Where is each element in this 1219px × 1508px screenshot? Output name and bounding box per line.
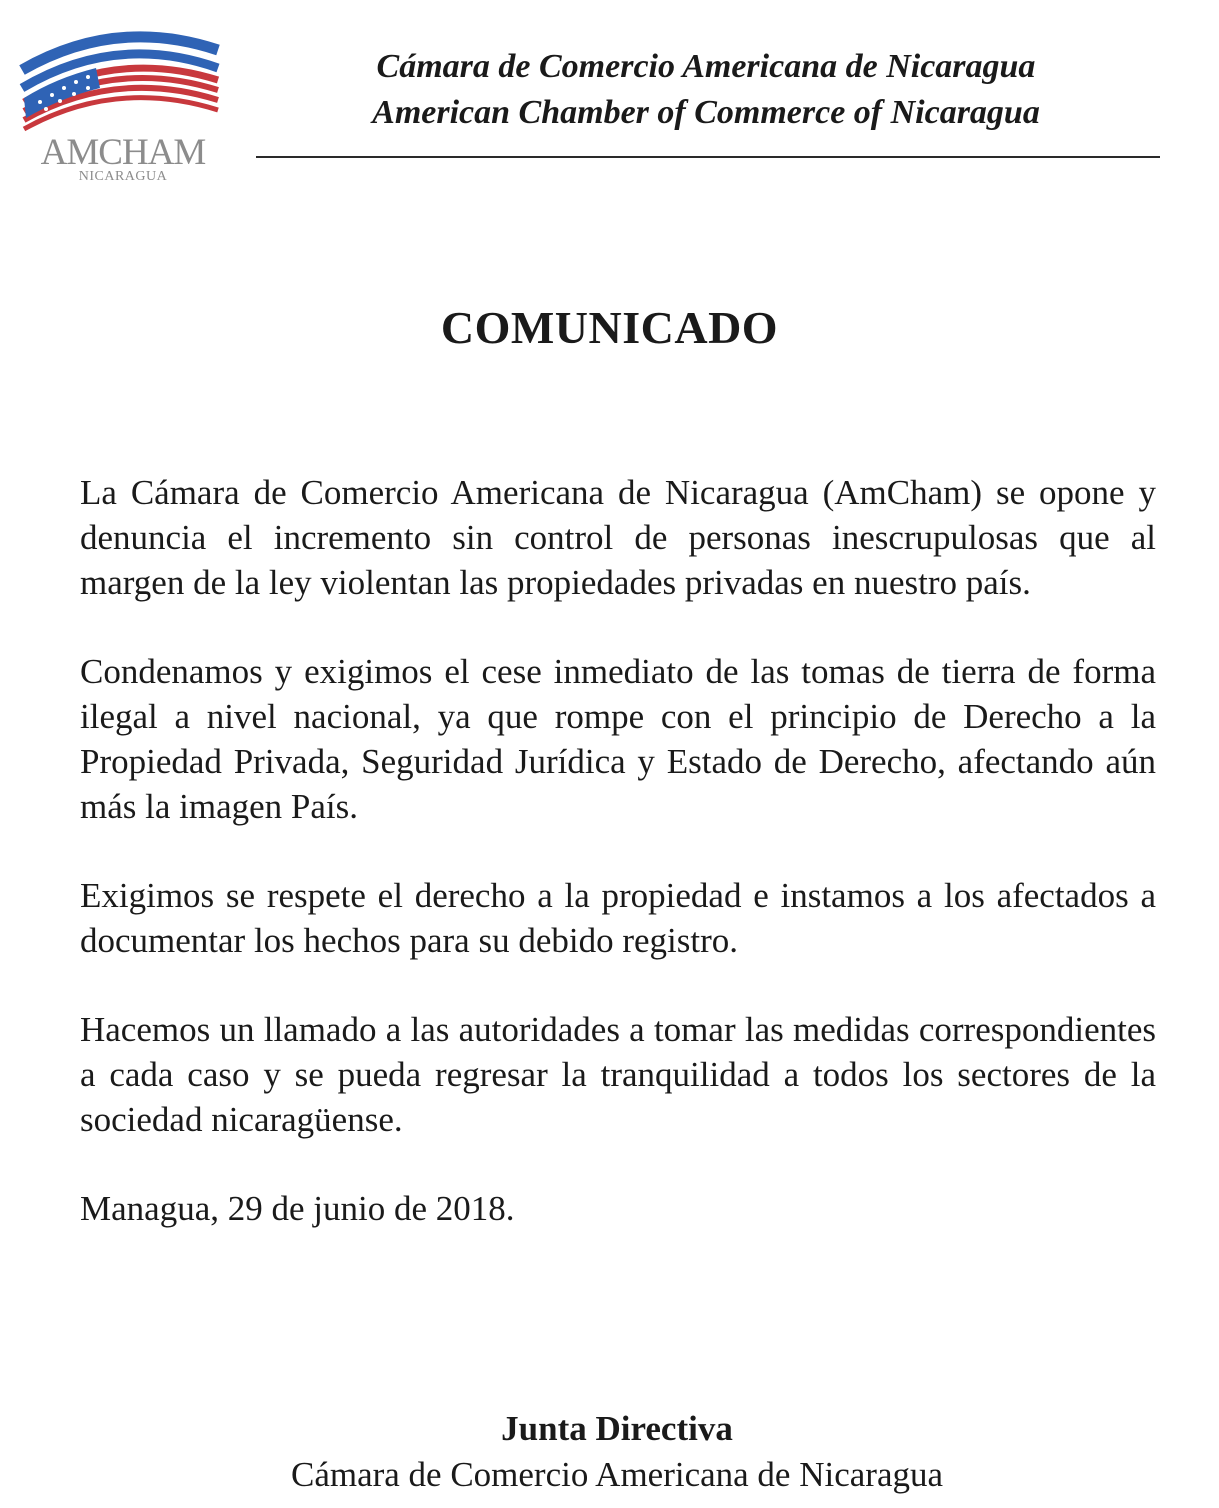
document-body — [80, 470, 1156, 1275]
letterhead-titles — [256, 44, 1156, 136]
body-paragraph: La Cámara de Comercio Americana de Nicaragua (AmCham) se opone y denuncia el incremento sin control de personas inescrupulosas que al margen de la ley violentan las propiedades privadas en nuestro país. — [80, 473, 1156, 602]
letterhead-title-es: Cámara de Comercio Americana de Nicaragua — [376, 48, 1036, 85]
body-paragraph: Condenamos y exigimos el cese inmediato de las tomas de tierra de forma ilegal a nivel nacional, ya que rompe con el principio de Derecho a la Propiedad Privada, Seguridad Jurídica y Estado de Derecho, afectando aún más la imagen País. — [80, 652, 1156, 826]
document-title: COMUNICADO — [440, 302, 779, 353]
letterhead-title-en: American Chamber of Commerce of Nicaragua — [372, 94, 1040, 131]
body-paragraph: Hacemos un llamado a las autoridades a tomar las medidas correspondientes a cada caso y se pueda regresar la tranquilidad a todos los sectores de la sociedad nicaragüense. — [80, 1010, 1156, 1139]
logo-subtitle: NICARAGUA — [78, 169, 168, 184]
signature-block — [0, 1406, 1219, 1498]
signature-title: Junta Directiva — [501, 1409, 733, 1448]
logo-wordmark: AMCHAM — [40, 132, 206, 173]
date-line: Managua, 29 de junio de 2018. — [80, 1189, 515, 1228]
letterhead-divider — [256, 156, 1160, 158]
signature-organization: Cámara de Comercio Americana de Nicaragua — [290, 1455, 944, 1494]
body-paragraph: Exigimos se respete el derecho a la propiedad e instamos a los afectados a documentar los hechos para su debido registro. — [80, 876, 1156, 960]
amcham-logo — [16, 18, 222, 184]
flag-arcs-icon — [16, 18, 222, 138]
